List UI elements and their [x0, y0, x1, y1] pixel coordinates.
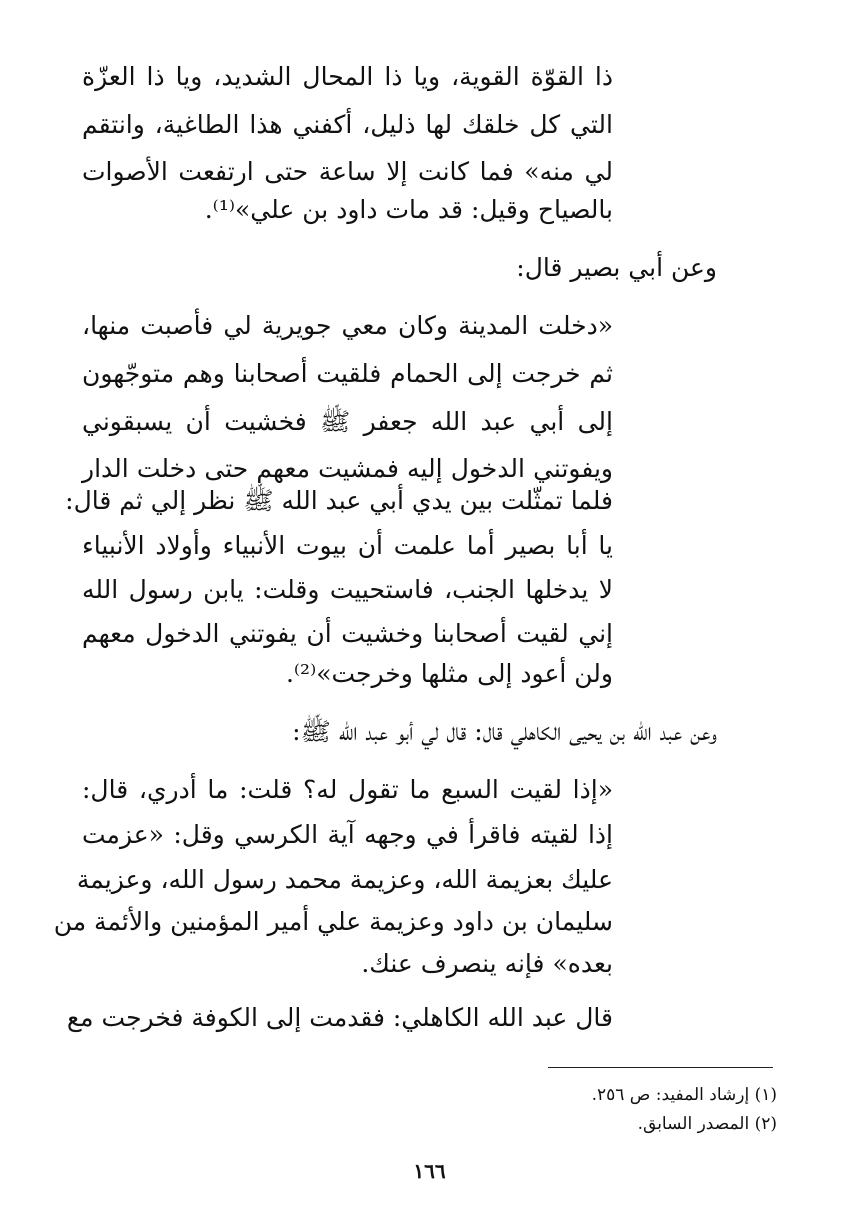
paragraph-2-line-6: يا أبا بصير أما علمت أن بيوت الأنبياء وأولاد الأنبياء: [82, 531, 613, 560]
page-number: ١٦٦: [413, 1159, 446, 1183]
intro-kahili: وعن عبد الله بن يحيى الكاهلي قال: قال لي أبو عبد الله ﷺ:: [292, 717, 717, 746]
paragraph-2-line-1: «دخلت المدينة وكان معي جويرية لي فأصبت منها،: [82, 311, 613, 340]
paragraph-1-line-2: التي كل خلقك لها ذليل، أكفني هذا الطاغية، وانتقم: [82, 110, 613, 139]
footnote-separator: [548, 1067, 773, 1068]
paragraph-2-line-3: إلى أبي عبد الله جعفر ﷺ فخشيت أن يسبقوني: [82, 407, 613, 436]
paragraph-3-line-2: إذا لقيته فاقرأ في وجهه آية الكرسي وقل: «عزمت: [82, 820, 613, 849]
paragraph-2-line-4: ويفوتني الدخول إليه فمشيت معهم حتى دخلت الدار: [82, 454, 613, 483]
paragraph-2-line-8: إني لقيت أصحابنا وخشيت أن يفوتني الدخول معهم: [82, 619, 613, 648]
paragraph-2-line-5: فلما تمثّلت بين يدي أبي عبد الله ﷺ نظر إلي ثم قال:: [65, 486, 613, 515]
paragraph-3-line-1: «إذا لقيت السبع ما تقول له؟ قلت: ما أدري، قال:: [82, 775, 613, 804]
paragraph-4-line-1: قال عبد الله الكاهلي: فقدمت إلى الكوفة فخرجت مع: [66, 1003, 613, 1032]
footnote-2: (٢) المصدر السابق.: [637, 1114, 777, 1134]
footnote-1: (١) إرشاد المفيد: ص ٢٥٦.: [591, 1085, 777, 1105]
paragraph-1-line-4: بالصياح وقيل: قد مات داود بن علي»⁽¹⁾.: [204, 195, 613, 224]
paragraph-3-line-3: عليك بعزيمة الله، وعزيمة محمد رسول الله، وعزيمة: [76, 865, 613, 894]
paragraph-1-line-3: لي منه» فما كانت إلا ساعة حتى ارتفعت الأصوات: [82, 157, 613, 186]
paragraph-1-line-1: ذا القوّة القوية، ويا ذا المحال الشديد، ويا ذا العزّة: [82, 62, 613, 91]
paragraph-3-line-5: بعده» فإنه ينصرف عنك.: [361, 949, 613, 978]
intro-abu-basir: وعن أبي بصير قال:: [516, 253, 717, 282]
paragraph-2-line-9: ولن أعود إلى مثلها وخرجت»⁽²⁾.: [285, 659, 613, 688]
paragraph-3-line-4: سليمان بن داود وعزيمة علي أمير المؤمنين والأئمة من: [53, 907, 613, 936]
paragraph-2-line-7: لا يدخلها الجنب، فاستحييت وقلت: يابن رسول الله: [82, 575, 613, 604]
paragraph-2-line-2: ثم خرجت إلى الحمام فلقيت أصحابنا وهم متوجّهون: [82, 359, 613, 388]
